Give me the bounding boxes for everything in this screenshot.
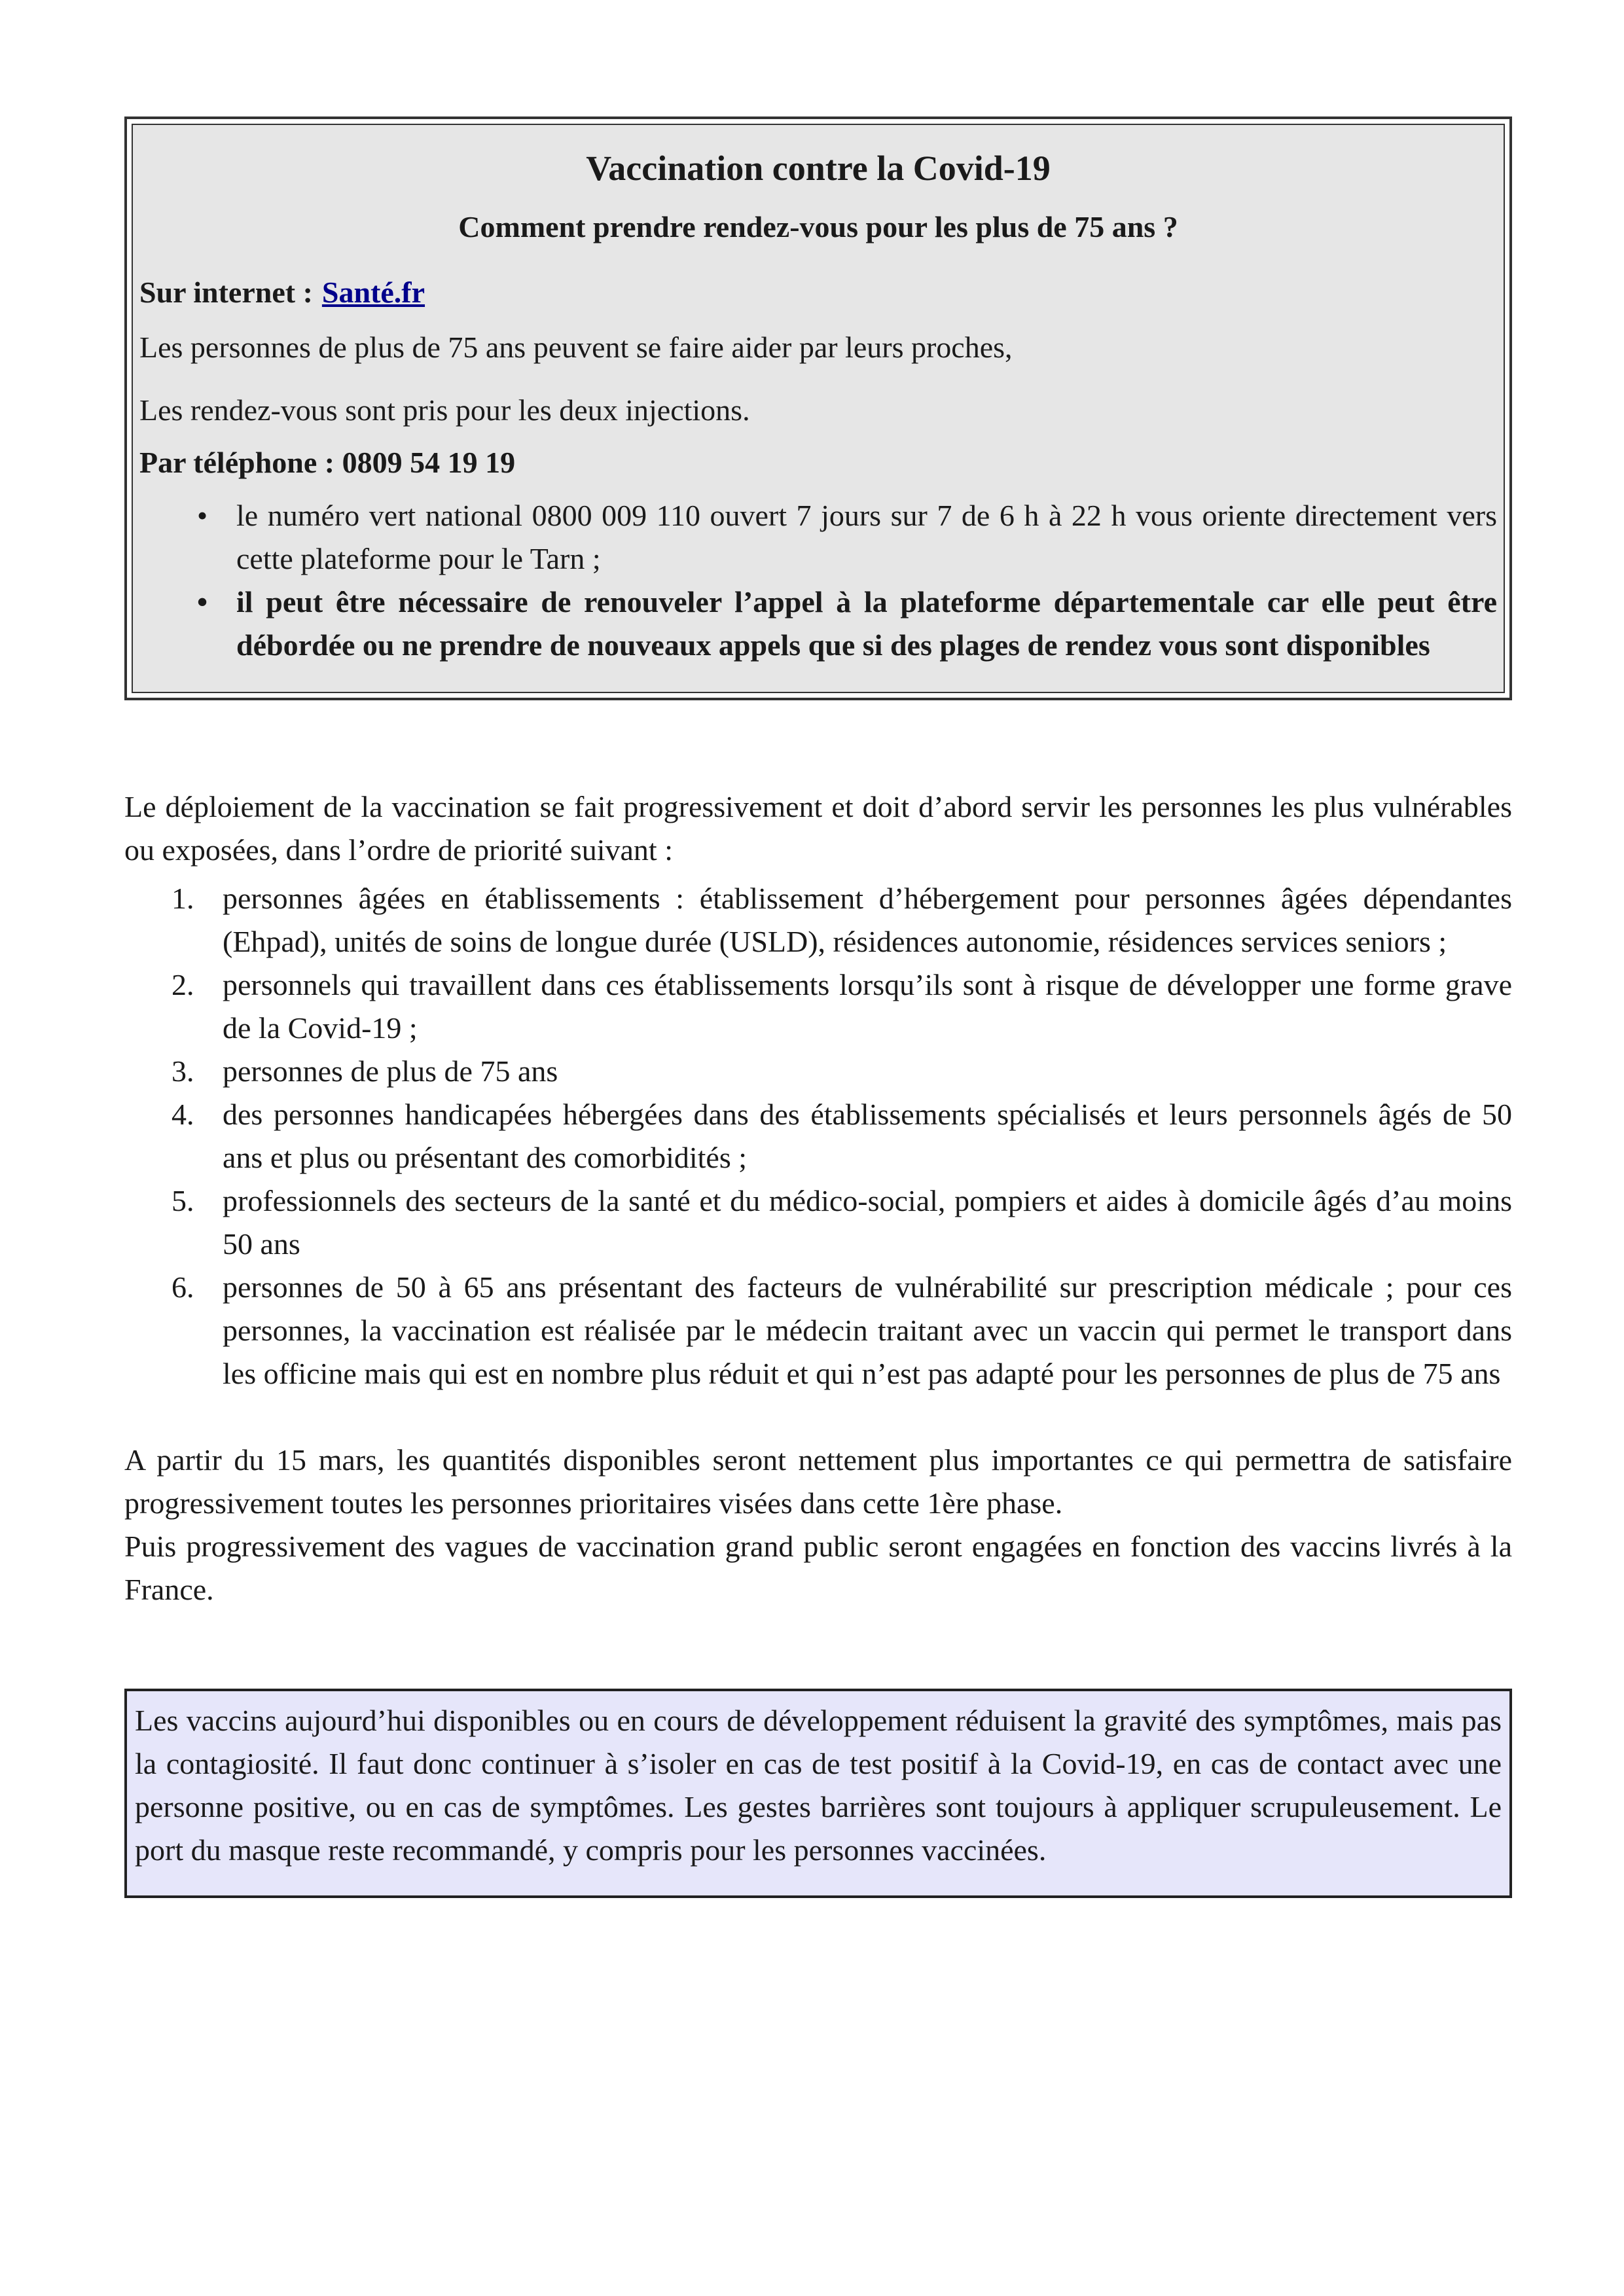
list-item [171, 1266, 1512, 1395]
list-item [171, 963, 1512, 1050]
document-page [124, 117, 1512, 1898]
internet-row [139, 274, 1497, 311]
phone-info-list [139, 494, 1497, 667]
barrier-gestures-note [124, 1689, 1512, 1898]
intro-paragraph: Le déploiement de la vaccination se fait progressivement et doit d’abord servir les personnes les plus vulnérables ou exposées, dans l’ordre de priorité suivant : [124, 790, 1512, 867]
list-item: • le numéro vert national 0800 009 110 ouvert 7 jours sur 7 de 6 h à 22 h vous oriente directement vers cette plateforme pour le Tarn ; [236, 494, 1497, 581]
appointment-info-box [124, 117, 1512, 700]
list-text: des personnes handicapées hébergées dans des établissements spécialisés et leurs personnels âgés de 50 ans et plus ou présentant des comorbidités ; [223, 1098, 1512, 1174]
list-item [171, 1093, 1512, 1179]
list-text: personnes âgées en établissements : établissement d’hébergement pour personnes âgées dépendantes (Ehpad), unités de soins de longue durée (USLD), résidences autonomie, résidences services seniors ; [223, 882, 1512, 958]
list-item [171, 877, 1512, 963]
list-text: personnes de plus de 75 ans [223, 1054, 558, 1088]
note-text: Les vaccins aujourd’hui disponibles ou en cours de développement réduisent la gravité des symptômes, mais pas la contagiosité. Il faut donc continuer à s’isoler en cas de test positif à la Covid-19, en cas de contact avec une personne positive, ou en cas de symptômes. Les gestes barrières sont toujours à appliquer scrupuleusement. Le port du masque reste recommandé, y compris pour les personnes vaccinées. [135, 1704, 1502, 1867]
list-item: • il peut être nécessaire de renouveler l’appel à la plateforme départementale car elle peut être débordée ou ne prendre de nouveaux appels que si des plages de rendez vous sont disponibles [236, 581, 1497, 667]
list-number: 3. [171, 1054, 194, 1088]
list-text: personnes de 50 à 65 ans présentant des facteurs de vulnérabilité sur prescription médicale ; pour ces personnes, la vaccination est réalisée par le médecin traitant avec un vaccin qui permet le transport dans les officine mais qui est en nombre plus réduit et qui n’est pas adapté pour les personnes de plus de 75 ans [223, 1270, 1512, 1390]
march-paragraph: A partir du 15 mars, les quantités disponibles seront nettement plus importantes ce qui permettra de satisfaire progressivement toutes les personnes prioritaires visées dans cette 1ère phase. [124, 1443, 1512, 1520]
phone-row: Par téléphone : 0809 54 19 19 [139, 446, 516, 479]
list-text: personnels qui travaillent dans ces établissements lorsqu’ils sont à risque de développer une forme grave de la Covid-19 ; [223, 968, 1512, 1045]
list-number: 4. [171, 1098, 194, 1131]
appointment-info-inner [132, 124, 1505, 693]
list-item [171, 1050, 1512, 1093]
list-text: professionnels des secteurs de la santé et du médico-social, pompiers et aides à domicile âgés d’au moins 50 ans [223, 1184, 1512, 1261]
page-subtitle: Comment prendre rendez-vous pour les plus de 75 ans ? [458, 210, 1178, 243]
list-number: 5. [171, 1184, 194, 1217]
internet-label: Sur internet : [139, 276, 313, 309]
help-line: Les personnes de plus de 75 ans peuvent se faire aider par leurs proches, [139, 331, 1013, 364]
waves-paragraph: Puis progressivement des vagues de vaccination grand public seront engagées en fonction des vaccins livrés à la France. [124, 1530, 1512, 1606]
page-title: Vaccination contre la Covid-19 [586, 149, 1051, 188]
priority-list [124, 877, 1512, 1395]
list-number: 1. [171, 882, 194, 915]
list-item [171, 1179, 1512, 1266]
injections-line: Les rendez-vous sont pris pour les deux injections. [139, 393, 750, 427]
list-number: 2. [171, 968, 194, 1001]
sante-fr-link[interactable]: Santé.fr [321, 276, 425, 309]
list-number: 6. [171, 1270, 194, 1304]
